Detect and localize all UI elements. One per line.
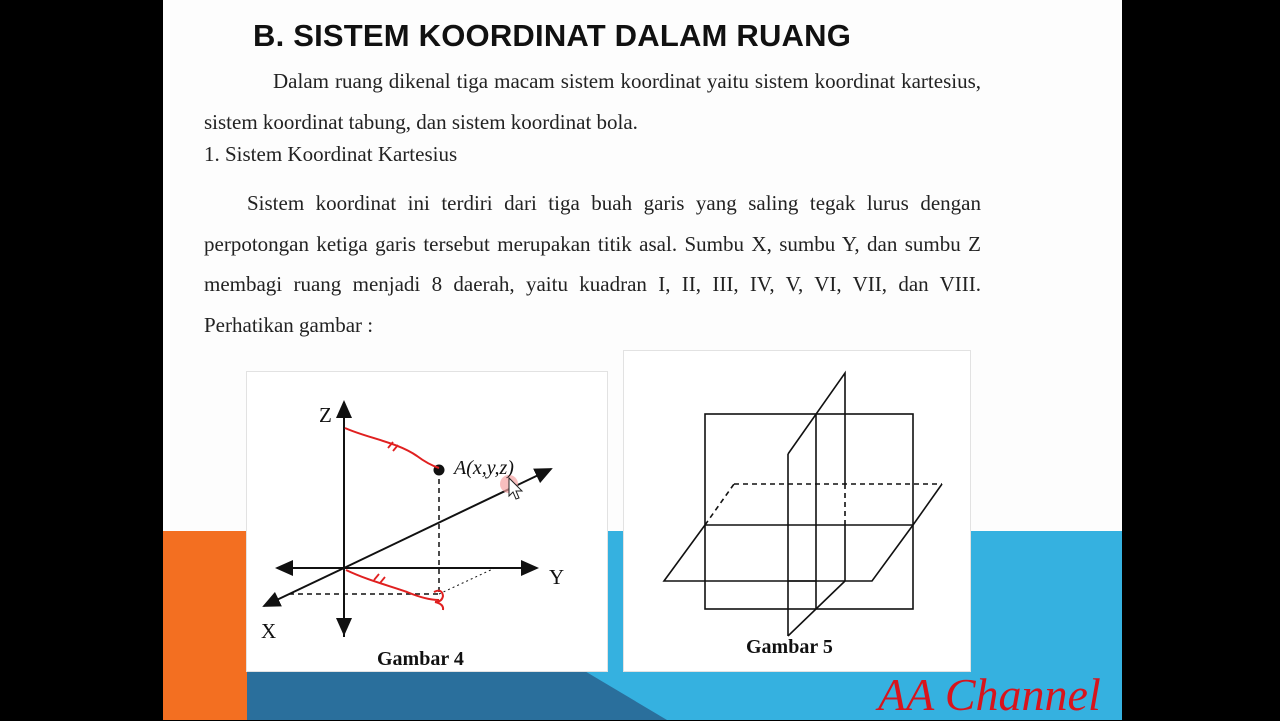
- plane-front: [705, 414, 913, 609]
- paragraph-intro: Dalam ruang dikenal tiga macam sistem koordinat yaitu sistem koordinat kartesius, sistem koordinat tabung, dan sistem koordinat bola.: [204, 69, 981, 134]
- section-heading: 1. Sistem Koordinat Kartesius: [204, 142, 458, 166]
- channel-watermark: AA Channel: [878, 669, 1101, 720]
- decor-orange-band: [163, 531, 247, 720]
- figure-4-caption: Gambar 4: [377, 648, 464, 670]
- point-a-label: A(x,y,z): [454, 457, 514, 479]
- figure-4-diagram: [247, 372, 607, 671]
- figure-5: [623, 350, 971, 672]
- x-axis: [264, 568, 344, 606]
- paragraph-cartesian: Sistem koordinat ini terdiri dari tiga buah garis yang saling tegak lurus dengan perpotongan ketiga garis tersebut merupakan titik asal. Sumbu X, sumbu Y, dan sumbu Z membagi ruang menjadi 8 daerah, yaitu kuadran I, II, III, IV, V, VI, VII, dan VIII. Perhatikan gambar :: [204, 191, 981, 337]
- slide-title: B. SISTEM KOORDINAT DALAM RUANG: [253, 18, 852, 53]
- slide: [163, 0, 1122, 720]
- axis-label-x: X: [261, 619, 277, 643]
- axis-label-y: Y: [549, 565, 565, 589]
- figure-5-caption: Gambar 5: [746, 636, 833, 658]
- figure-5-diagram: [624, 351, 970, 671]
- axis-label-z: Z: [319, 403, 332, 427]
- figure-4: [246, 371, 608, 672]
